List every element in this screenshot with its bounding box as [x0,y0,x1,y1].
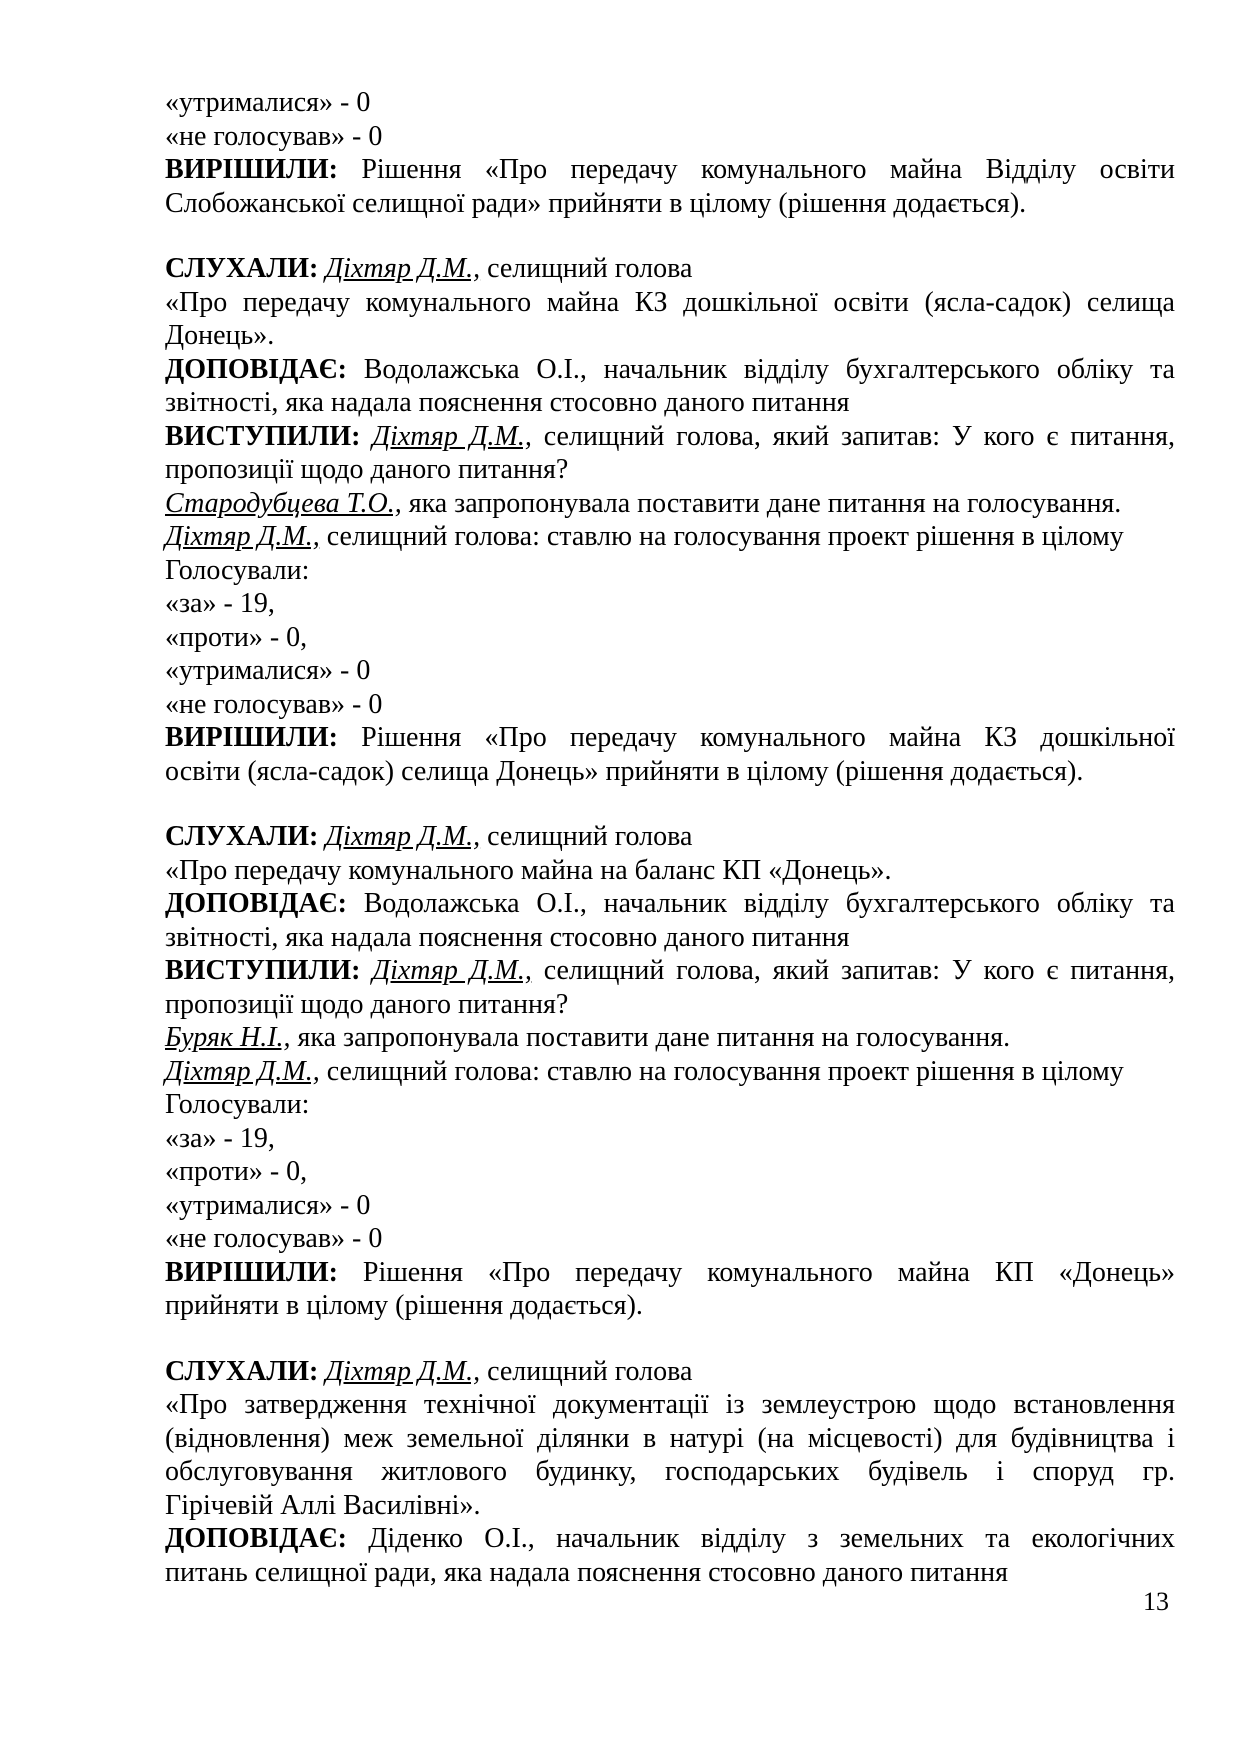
paragraph-gap [165,220,1175,252]
heard-label: СЛУХАЛИ: [165,253,319,284]
agenda-topic-line: «Про передачу комунального майна КЗ дошкільної освіти (ясла-садок) селища [165,286,1175,318]
page-number: 13 [1143,1587,1169,1616]
heard-line [165,820,1175,854]
proposer-line [165,1021,1175,1055]
vote-abstained-line: «утрималися» - 0 [165,1189,371,1221]
decided-line-2: Слобожанської селищної ради» прийняти в цілому (рішення додається). [165,187,1027,219]
decided-line-2: освіти (ясла-садок) селища Донець» прийняти в цілому (рішення додається). [165,755,1084,787]
page-content [165,86,1175,1589]
heard-speaker-role: селищний голова [480,821,693,852]
paragraph-gap [165,1323,1175,1355]
chair-line [165,1055,1175,1089]
proposer-name: Буряк Н.І., [165,1022,291,1053]
vote-not-voted-line: «не голосував» - 0 [165,688,383,720]
reports-text: Діденко О.І., начальник відділу з земельних та екологічних [346,1523,1175,1554]
chair-name: Діхтяр Д.М., [165,1055,320,1087]
chair-line [165,520,1175,554]
agenda-topic-line: (відновлення) меж земельної ділянки в натурі (на місцевості) для будівництва і [165,1422,1175,1454]
heard-speaker-role: селищний голова [480,253,693,284]
spoke-text: селищний голова, який запитав: У кого є питання, [531,420,1175,452]
agenda-topic-line: «Про передачу комунального майна на баланс КП «Донець». [165,854,892,886]
spoke-line [165,420,1175,454]
agenda-topic-line: «Про затвердження технічної документації із землеустрою щодо встановлення [165,1389,1175,1420]
reports-line [165,353,1175,387]
spoke-line-2: пропозиції щодо даного питання? [165,988,569,1020]
vote-not-voted-line: «не голосував» - 0 [165,1223,383,1254]
heard-line [165,252,1175,286]
vote-for-line: «за» - 19, [165,1122,275,1154]
reports-label: ДОПОВІДАЄ: [165,888,347,919]
vote-abstained-line: «утрималися» - 0 [165,655,371,686]
spoke-line-2: пропозиції щодо даного питання? [165,454,569,485]
spoke-label: ВИСТУПИЛИ: [165,420,361,452]
voted-label: Голосували: [165,554,310,586]
spoke-speaker-name: Діхтяр Д.М., [372,420,532,452]
spoke-text: селищний голова, який запитав: У кого є питання, [531,955,1175,986]
reports-text: Водолажська О.І., начальник відділу бухгалтерського обліку та [346,353,1175,385]
heard-label: СЛУХАЛИ: [165,1355,319,1387]
reports-text: Водолажська О.І., начальник відділу бухгалтерського обліку та [346,888,1175,919]
vote-against-line: «проти» - 0, [165,1156,308,1187]
spoke-speaker-name: Діхтяр Д.М., [372,955,532,986]
spoke-label: ВИСТУПИЛИ: [165,955,361,986]
heard-speaker-name: Діхтяр Д.М., [325,821,481,852]
agenda-topic-line: Гірічевій Аллі Василівні». [165,1489,481,1521]
decided-label: ВИРІШИЛИ: [165,154,338,185]
decided-text: Рішення «Про передачу комунального майна КП «Донець» [337,1256,1175,1288]
vote-abstained-line: «утрималися» - 0 [165,87,371,118]
proposer-text: яка запропонувала поставити дане питання на голосування. [401,487,1122,519]
reports-line-2: звітності, яка надала пояснення стосовно даного питання [165,387,850,418]
agenda-topic-line: обслуговування житлового будинку, господарських будівель і споруд гр. [165,1456,1175,1487]
decided-text: Рішення «Про передачу комунального майна КЗ дошкільної [337,722,1175,753]
agenda-topic-line: Донець». [165,320,275,351]
reports-line [165,1522,1175,1556]
paragraph-gap [165,788,1175,820]
decided-label: ВИРІШИЛИ: [165,1256,338,1288]
spoke-line [165,954,1175,988]
decided-label: ВИРІШИЛИ: [165,722,338,753]
reports-label: ДОПОВІДАЄ: [165,353,347,385]
decided-text: Рішення «Про передачу комунального майна Відділу освіти [361,154,1175,185]
vote-against-line: «проти» - 0, [165,621,308,653]
decided-line [165,1256,1175,1290]
proposer-line [165,487,1175,521]
reports-line-2: звітності, яка надала пояснення стосовно даного питання [165,921,850,953]
heard-speaker-name: Діхтяр Д.М., [325,253,481,284]
heard-line [165,1355,1175,1389]
heard-speaker-name: Діхтяр Д.М., [325,1355,481,1387]
vote-not-voted-line: «не голосував» - 0 [165,120,383,152]
heard-speaker-role: селищний голова [480,1355,693,1387]
decided-line [165,721,1175,755]
decided-line [165,153,1175,187]
chair-text: селищний голова: ставлю на голосування проект рішення в цілому [319,521,1124,552]
heard-label: СЛУХАЛИ: [165,821,319,852]
proposer-name: Стародубцева Т.О., [165,487,402,519]
decided-line-2: прийняти в цілому (рішення додається). [165,1290,643,1321]
reports-line [165,887,1175,921]
chair-name: Діхтяр Д.М., [165,521,320,552]
chair-text: селищний голова: ставлю на голосування проект рішення в цілому [319,1055,1124,1087]
proposer-text: яка запропонувала поставити дане питання на голосування. [290,1022,1011,1053]
vote-for-line: «за» - 19, [165,588,275,619]
reports-label: ДОПОВІДАЄ: [165,1523,347,1554]
voted-label: Голосували: [165,1089,310,1120]
reports-line-2: питань селищної ради, яка надала пояснення стосовно даного питання [165,1556,1008,1588]
